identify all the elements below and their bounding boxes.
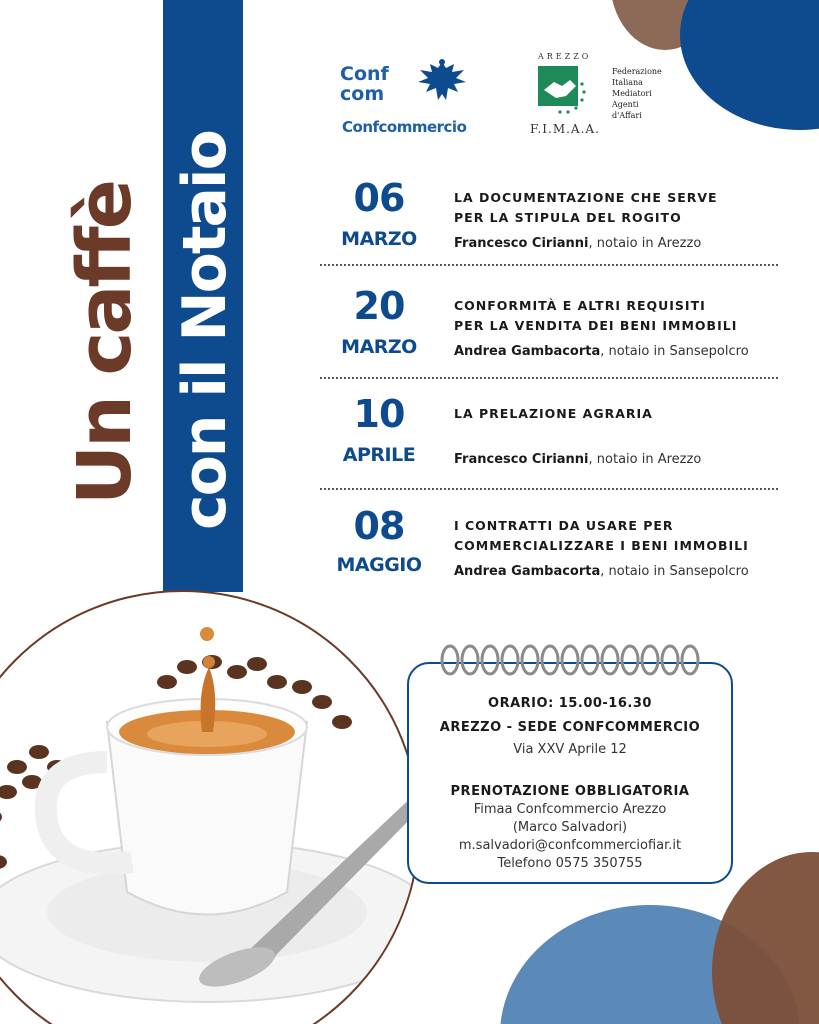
logo-conf-full: Confcommercio: [342, 118, 467, 136]
info-org: Fimaa Confcommercio Arezzo: [473, 802, 667, 817]
event-month: MARZO: [341, 336, 417, 358]
info-phone[interactable]: Telefono 0575 350755: [497, 856, 643, 871]
speaker-name: Francesco Cirianni: [454, 236, 589, 251]
speaker-name: Francesco Cirianni: [454, 452, 589, 467]
info-prenotazione: PRENOTAZIONE OBBLIGATORIA: [450, 784, 690, 799]
event-1: [320, 176, 780, 266]
event-title: [454, 296, 737, 336]
fimaa-desc-line: Agenti: [612, 100, 639, 109]
event-4: [320, 504, 780, 594]
event-speaker: [454, 236, 701, 251]
info-via: Via XXV Aprile 12: [513, 742, 627, 757]
separator: [320, 377, 778, 379]
event-speaker: [454, 564, 749, 579]
event-month: APRILE: [342, 444, 416, 466]
event-title-line: PER LA STIPULA DEL ROGITO: [454, 210, 682, 225]
info-email[interactable]: m.salvadori@confcommerciofiar.it: [458, 838, 682, 853]
info-card: [407, 662, 733, 884]
event-month: MARZO: [341, 228, 417, 250]
event-title-line: COMMERCIALIZZARE I BENI IMMOBILI: [454, 538, 749, 553]
decor-circle-brown-bottom: [712, 852, 819, 1024]
event-speaker: [454, 344, 749, 359]
coffee-cup-icon: [0, 592, 420, 1024]
coffee-photo: [0, 590, 420, 1024]
event-day: 20: [353, 284, 405, 328]
fimaa-desc-line: Mediatori: [612, 89, 652, 98]
logo-conf-word2: com: [340, 83, 385, 105]
speaker-role: , notaio in Arezzo: [588, 236, 702, 251]
speaker-role: , notaio in Sansepolcro: [600, 344, 749, 359]
speaker-name: Andrea Gambacorta: [454, 344, 601, 359]
fimaa-desc-line: Federazione: [612, 67, 662, 76]
fimaa-logo: [526, 52, 676, 142]
fimaa-city: AREZZO: [538, 52, 592, 61]
info-orario: ORARIO: 15.00-16.30: [488, 696, 652, 711]
event-title-line: PER LA VENDITA DEI BENI IMMOBILI: [454, 318, 738, 333]
title-line2: con il Notaio: [170, 131, 240, 530]
event-day: 08: [353, 504, 405, 548]
event-speaker: [454, 452, 701, 467]
event-3: [320, 392, 780, 482]
event-title: [454, 404, 653, 424]
speaker-name: Andrea Gambacorta: [454, 564, 601, 579]
speaker-role: , notaio in Sansepolcro: [600, 564, 749, 579]
fimaa-desc-line: d'Affari: [612, 111, 642, 120]
event-2: [320, 284, 780, 374]
event-title-line: CONFORMITÀ E ALTRI REQUISITI: [454, 298, 706, 313]
title-line1: Un caffè: [62, 182, 148, 505]
spiral-binding-icon: [440, 640, 700, 680]
event-title: [454, 516, 749, 556]
eagle-icon: [416, 56, 468, 108]
event-title-line: LA DOCUMENTAZIONE CHE SERVE: [454, 190, 718, 205]
fimaa-description: [612, 66, 662, 121]
event-month: MAGGIO: [336, 554, 422, 576]
info-sede: AREZZO - SEDE CONFCOMMERCIO: [439, 720, 701, 735]
event-day: 10: [353, 392, 405, 436]
separator: [320, 488, 778, 490]
event-title: [454, 188, 718, 228]
fimaa-desc-line: Italiana: [612, 78, 643, 87]
fimaa-name: F.I.M.A.A.: [530, 122, 600, 136]
event-title-line: LA PRELAZIONE AGRARIA: [454, 406, 653, 421]
event-title-line: I CONTRATTI DA USARE PER: [454, 518, 674, 533]
handshake-icon: [536, 64, 590, 118]
separator: [320, 264, 778, 266]
info-contact: (Marco Salvadori): [512, 820, 628, 835]
decor-circle-blue-top: [680, 0, 819, 130]
speaker-role: , notaio in Arezzo: [588, 452, 702, 467]
event-day: 06: [353, 176, 405, 220]
logo-conf-word1: Conf: [340, 63, 389, 85]
confcommercio-logo: [340, 63, 467, 136]
